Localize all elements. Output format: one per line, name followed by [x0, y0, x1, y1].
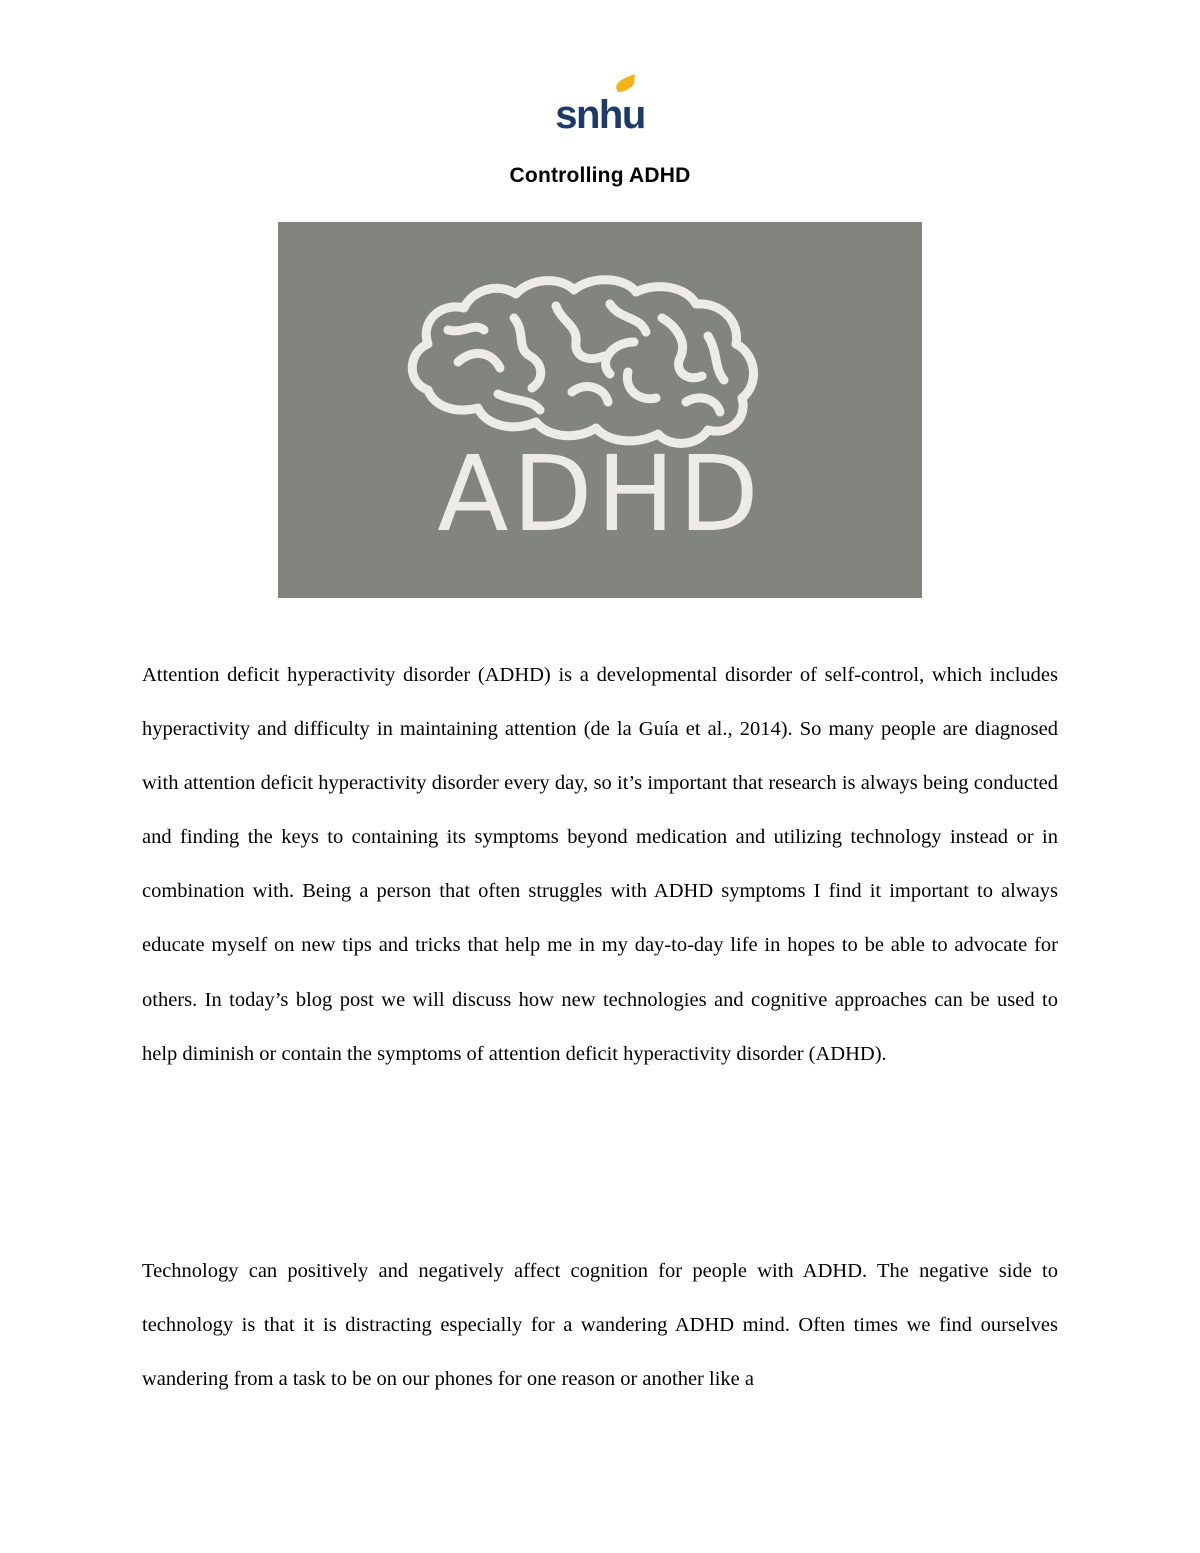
logo-wordmark: snhu: [555, 93, 645, 134]
paragraph-technology: Technology can positively and negatively affect cognition for people with ADHD. The negative side to technology is that it is distracting especially for a wandering ADHD mind. Often times we find ourselves wandering from a task to be on our phones for one reason or another like a: [142, 1260, 1058, 1391]
flame-icon: [616, 74, 636, 92]
snhu-logo: [552, 70, 648, 134]
hero-adhd-text: ADHD: [437, 433, 763, 555]
paragraph-intro: Attention deficit hyperactivity disorder (ADHD) is a developmental disorder of self-control, which includes hyperactivity and difficulty in maintaining attention (de la Guía et al., 2014). So many people are diagnosed with attention deficit hyperactivity disorder every day, so it’s important that research is always being conducted and finding the keys to containing its symptoms beyond medication and utilizing technology instead or in combination with. Being a person that often struggles with ADHD symptoms I find it important to always educate myself on new tips and tricks that help me in my day-to-day life in hopes to be able to advocate for others. In today’s blog post we will discuss how new technologies and cognitive approaches can be used to help diminish or contain the symptoms of attention deficit hyperactivity disorder (ADHD).: [142, 664, 1058, 1065]
adhd-hero-image: [278, 222, 922, 598]
page-title: Controlling ADHD: [509, 164, 691, 187]
